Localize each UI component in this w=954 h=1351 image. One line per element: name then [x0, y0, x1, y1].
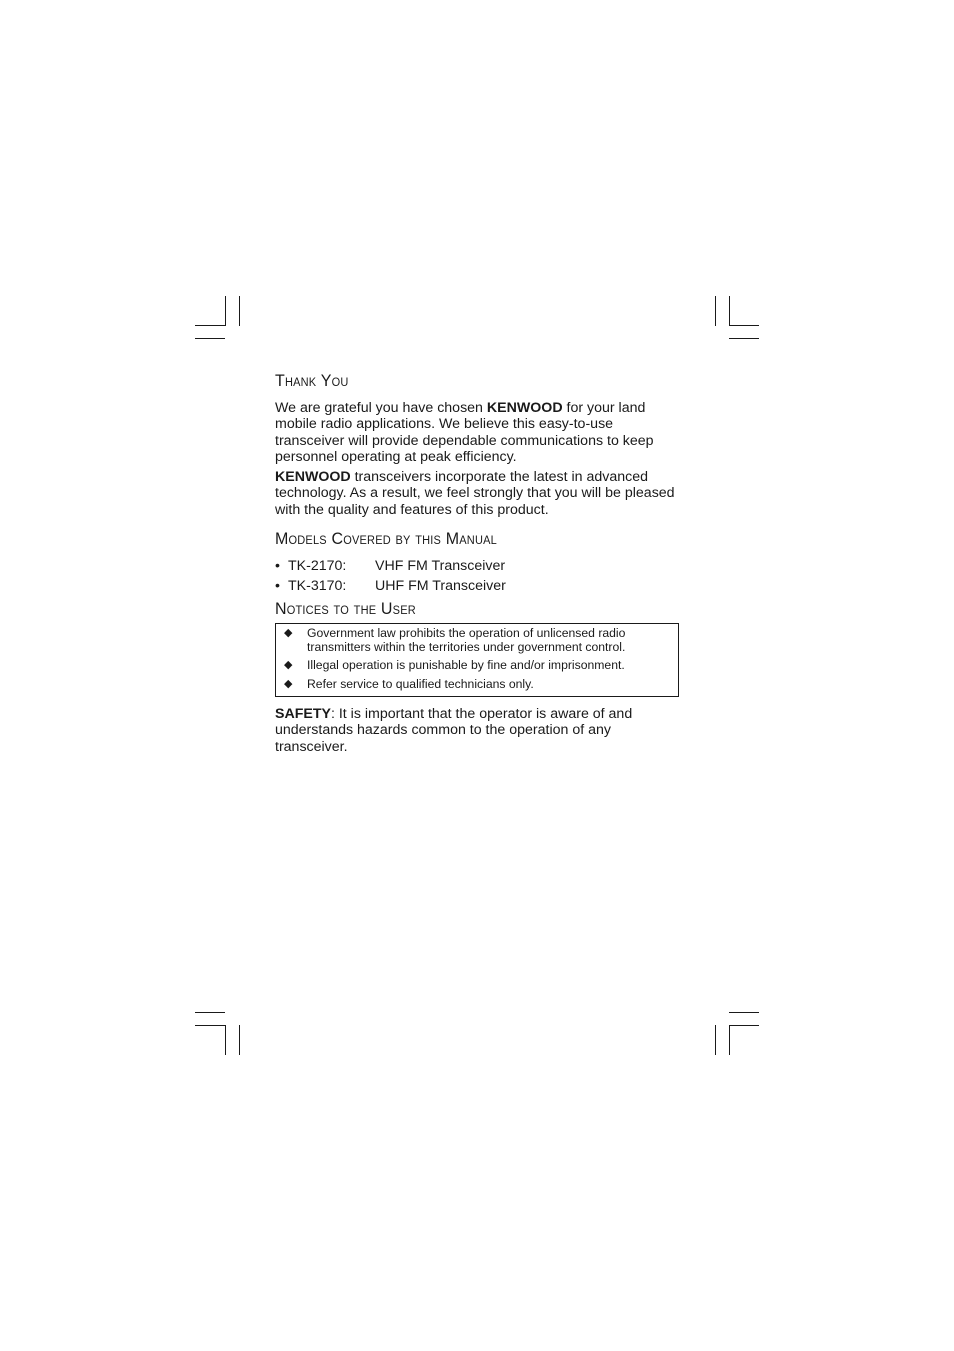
- diamond-bullet-icon: ◆: [284, 677, 293, 690]
- safety-paragraph: [275, 706, 679, 755]
- brand-name: KENWOOD: [275, 469, 351, 486]
- notice-text: Government law prohibits the operation of unlicensed radio transmitters within the territories under government control.: [307, 626, 626, 654]
- p1-text-before: We are grateful you have chosen: [275, 400, 487, 416]
- crop-mark: [239, 296, 240, 326]
- crop-mark: [195, 338, 225, 339]
- list-item: [275, 558, 679, 574]
- list-item: [284, 678, 670, 692]
- list-item: [284, 659, 670, 673]
- crop-mark: [225, 1025, 226, 1055]
- notice-text: Illegal operation is punishable by fine and/or imprisonment.: [307, 658, 625, 673]
- notices-heading: Notices to the User: [275, 600, 416, 619]
- bullet-icon: •: [275, 558, 280, 575]
- safety-label: SAFETY: [275, 706, 331, 723]
- crop-mark: [195, 325, 225, 326]
- crop-mark: [729, 1025, 730, 1055]
- brand-name: KENWOOD: [486, 400, 563, 416]
- safety-text: : It is important that the operator is aware of and understands hazards common to the operation of any transceiver.: [275, 706, 633, 755]
- models-heading: Models Covered by this Manual: [275, 530, 497, 549]
- crop-mark: [239, 1025, 240, 1055]
- notices-box: [275, 623, 679, 697]
- p1-text-after: for your land mobile radio applications. We believe this easy-to-use transceiver will provide dependable communications to keep personnel operating at peak efficiency.: [275, 400, 654, 465]
- model-code: TK-2170:: [288, 558, 347, 575]
- crop-mark: [225, 296, 226, 326]
- list-item: [275, 578, 679, 594]
- crop-mark: [715, 1025, 716, 1055]
- thank-you-heading: Thank You: [275, 372, 349, 391]
- model-description: UHF FM Transceiver: [375, 578, 506, 595]
- crop-mark: [729, 1012, 759, 1013]
- crop-mark: [195, 1025, 225, 1026]
- crop-mark: [195, 1012, 225, 1013]
- notice-text: Refer service to qualified technicians only.: [307, 676, 534, 691]
- thank-you-paragraph-2: [275, 469, 679, 518]
- diamond-bullet-icon: ◆: [284, 627, 293, 640]
- bullet-icon: •: [275, 578, 280, 595]
- crop-mark: [729, 1025, 759, 1026]
- crop-mark: [729, 325, 759, 326]
- model-code: TK-3170:: [288, 578, 347, 595]
- p2-text-after: transceivers incorporate the latest in advanced technology. As a result, we feel strongly that you will be pleased with the quality and features of this product.: [275, 469, 675, 518]
- crop-mark: [729, 338, 759, 339]
- models-list: [275, 558, 679, 594]
- model-description: VHF FM Transceiver: [375, 558, 506, 575]
- page-content: [275, 372, 679, 755]
- thank-you-paragraph-1: [275, 400, 679, 465]
- crop-mark: [729, 296, 730, 326]
- diamond-bullet-icon: ◆: [284, 659, 293, 672]
- crop-mark: [715, 296, 716, 326]
- list-item: [284, 627, 670, 654]
